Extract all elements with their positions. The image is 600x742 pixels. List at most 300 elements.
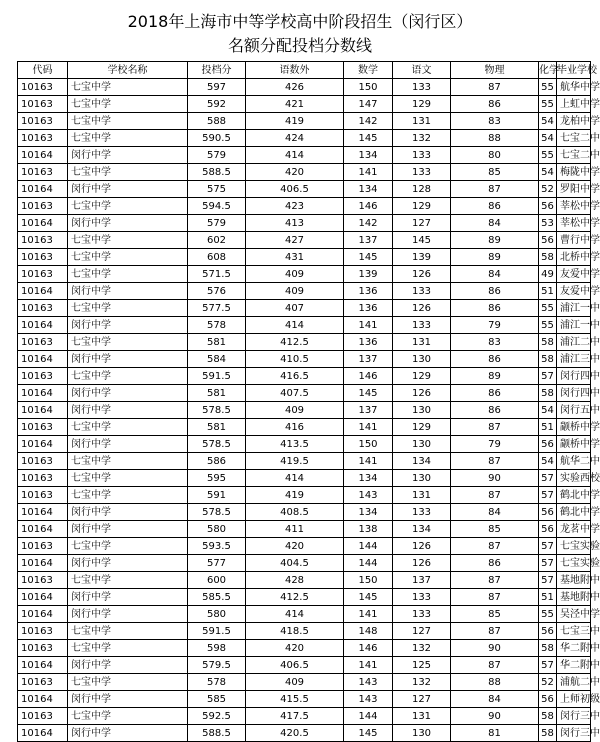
cell-graduating-school: 浦航二中 bbox=[557, 674, 591, 691]
cell-school-name: 闵行中学 bbox=[68, 606, 188, 623]
cell-graduating-school: 实验西校 bbox=[557, 470, 591, 487]
cell-chemistry: 49 bbox=[539, 266, 557, 283]
cell-chinese: 131 bbox=[393, 334, 451, 351]
cell-code: 10163 bbox=[18, 470, 68, 487]
cell-math: 139 bbox=[344, 266, 393, 283]
cell-cutoff-score: 588.5 bbox=[188, 164, 246, 181]
cell-graduating-school: 曹行中学 bbox=[557, 232, 591, 249]
cell-chinese: 130 bbox=[393, 725, 451, 742]
cell-chinese: 134 bbox=[393, 521, 451, 538]
cell-code: 10164 bbox=[18, 606, 68, 623]
cell-math: 134 bbox=[344, 470, 393, 487]
cell-physics: 86 bbox=[451, 351, 539, 368]
cell-physics: 85 bbox=[451, 521, 539, 538]
cell-physics: 84 bbox=[451, 266, 539, 283]
cell-chemistry: 57 bbox=[539, 657, 557, 674]
cell-physics: 86 bbox=[451, 385, 539, 402]
cell-chemistry: 55 bbox=[539, 317, 557, 334]
table-row bbox=[18, 181, 591, 198]
cell-code: 10164 bbox=[18, 521, 68, 538]
cell-school-name: 七宝中学 bbox=[68, 249, 188, 266]
table-row bbox=[18, 164, 591, 181]
table-row bbox=[18, 283, 591, 300]
cell-graduating-school: 莘松中学 bbox=[557, 198, 591, 215]
cell-school-name: 七宝中学 bbox=[68, 708, 188, 725]
cell-physics: 90 bbox=[451, 708, 539, 725]
cell-school-name: 闵行中学 bbox=[68, 436, 188, 453]
cell-chn-math-eng: 417.5 bbox=[246, 708, 344, 725]
cell-code: 10164 bbox=[18, 436, 68, 453]
cell-graduating-school: 莘松中学 bbox=[557, 215, 591, 232]
cell-chemistry: 55 bbox=[539, 300, 557, 317]
cell-physics: 86 bbox=[451, 198, 539, 215]
table-row bbox=[18, 487, 591, 504]
cell-cutoff-score: 597 bbox=[188, 79, 246, 96]
cell-school-name: 七宝中学 bbox=[68, 198, 188, 215]
table-row bbox=[18, 113, 591, 130]
cell-cutoff-score: 575 bbox=[188, 181, 246, 198]
cell-cutoff-score: 588 bbox=[188, 113, 246, 130]
cell-school-name: 闵行中学 bbox=[68, 351, 188, 368]
cell-chemistry: 52 bbox=[539, 674, 557, 691]
cell-cutoff-score: 579.5 bbox=[188, 657, 246, 674]
cell-school-name: 七宝中学 bbox=[68, 470, 188, 487]
cell-math: 148 bbox=[344, 623, 393, 640]
cell-chemistry: 56 bbox=[539, 521, 557, 538]
cell-chemistry: 57 bbox=[539, 368, 557, 385]
header-code: 代码 bbox=[18, 62, 68, 79]
cell-chinese: 130 bbox=[393, 402, 451, 419]
cell-physics: 87 bbox=[451, 79, 539, 96]
cell-school-name: 闵行中学 bbox=[68, 504, 188, 521]
cell-cutoff-score: 581 bbox=[188, 334, 246, 351]
cell-graduating-school: 鹤北中学 bbox=[557, 504, 591, 521]
cell-chinese: 130 bbox=[393, 436, 451, 453]
cell-school-name: 七宝中学 bbox=[68, 266, 188, 283]
cell-chn-math-eng: 420 bbox=[246, 538, 344, 555]
cell-math: 146 bbox=[344, 368, 393, 385]
table-row bbox=[18, 368, 591, 385]
cell-chinese: 126 bbox=[393, 538, 451, 555]
cell-code: 10163 bbox=[18, 266, 68, 283]
cell-physics: 87 bbox=[451, 419, 539, 436]
cell-physics: 88 bbox=[451, 130, 539, 147]
table-row bbox=[18, 266, 591, 283]
cell-chn-math-eng: 409 bbox=[246, 283, 344, 300]
cell-math: 146 bbox=[344, 640, 393, 657]
cell-school-name: 闵行中学 bbox=[68, 385, 188, 402]
cell-chn-math-eng: 426 bbox=[246, 79, 344, 96]
cell-chinese: 133 bbox=[393, 283, 451, 300]
cell-chinese: 129 bbox=[393, 368, 451, 385]
cell-chn-math-eng: 407 bbox=[246, 300, 344, 317]
cell-school-name: 闵行中学 bbox=[68, 589, 188, 606]
table-row bbox=[18, 419, 591, 436]
cell-code: 10163 bbox=[18, 419, 68, 436]
cell-math: 137 bbox=[344, 351, 393, 368]
cell-graduating-school: 上师初级 bbox=[557, 691, 591, 708]
cell-chn-math-eng: 420 bbox=[246, 640, 344, 657]
cell-chinese: 131 bbox=[393, 487, 451, 504]
cell-graduating-school: 七宝三中 bbox=[557, 623, 591, 640]
cell-code: 10164 bbox=[18, 402, 68, 419]
cell-school-name: 七宝中学 bbox=[68, 300, 188, 317]
cell-physics: 87 bbox=[451, 589, 539, 606]
cell-graduating-school: 七宝二中 bbox=[557, 147, 591, 164]
table-row bbox=[18, 300, 591, 317]
cell-physics: 84 bbox=[451, 691, 539, 708]
cell-chemistry: 58 bbox=[539, 249, 557, 266]
table-row bbox=[18, 470, 591, 487]
cell-cutoff-score: 588.5 bbox=[188, 725, 246, 742]
table-row bbox=[18, 334, 591, 351]
cell-math: 147 bbox=[344, 96, 393, 113]
cell-school-name: 闵行中学 bbox=[68, 521, 188, 538]
cell-graduating-school: 颛桥中学 bbox=[557, 419, 591, 436]
cell-math: 145 bbox=[344, 249, 393, 266]
cell-math: 141 bbox=[344, 317, 393, 334]
header-chemistry: 化学 bbox=[539, 62, 557, 79]
cell-code: 10164 bbox=[18, 147, 68, 164]
cell-school-name: 闵行中学 bbox=[68, 283, 188, 300]
cell-code: 10163 bbox=[18, 487, 68, 504]
cell-cutoff-score: 580 bbox=[188, 521, 246, 538]
cell-school-name: 七宝中学 bbox=[68, 130, 188, 147]
cell-chinese: 130 bbox=[393, 470, 451, 487]
cell-chinese: 126 bbox=[393, 385, 451, 402]
table-row bbox=[18, 538, 591, 555]
cell-code: 10163 bbox=[18, 96, 68, 113]
cell-math: 136 bbox=[344, 283, 393, 300]
table-row bbox=[18, 249, 591, 266]
table-row bbox=[18, 385, 591, 402]
header-school-name: 学校名称 bbox=[68, 62, 188, 79]
cell-chn-math-eng: 419 bbox=[246, 113, 344, 130]
cell-cutoff-score: 593.5 bbox=[188, 538, 246, 555]
cell-chn-math-eng: 406.5 bbox=[246, 181, 344, 198]
cell-graduating-school: 闵行三中 bbox=[557, 708, 591, 725]
cell-cutoff-score: 591 bbox=[188, 487, 246, 504]
cell-graduating-school: 华二附中 bbox=[557, 640, 591, 657]
cell-school-name: 闵行中学 bbox=[68, 691, 188, 708]
cell-chemistry: 56 bbox=[539, 198, 557, 215]
cell-math: 141 bbox=[344, 606, 393, 623]
cell-chn-math-eng: 411 bbox=[246, 521, 344, 538]
cell-cutoff-score: 579 bbox=[188, 215, 246, 232]
cell-school-name: 闵行中学 bbox=[68, 725, 188, 742]
cell-physics: 87 bbox=[451, 572, 539, 589]
cell-chemistry: 56 bbox=[539, 691, 557, 708]
cell-chinese: 129 bbox=[393, 419, 451, 436]
cell-code: 10164 bbox=[18, 589, 68, 606]
cell-school-name: 七宝中学 bbox=[68, 164, 188, 181]
cell-math: 150 bbox=[344, 572, 393, 589]
header-physics: 物理 bbox=[451, 62, 539, 79]
cell-cutoff-score: 591.5 bbox=[188, 368, 246, 385]
table-row bbox=[18, 589, 591, 606]
cell-physics: 81 bbox=[451, 725, 539, 742]
cell-chn-math-eng: 421 bbox=[246, 96, 344, 113]
cell-chinese: 128 bbox=[393, 181, 451, 198]
cell-math: 138 bbox=[344, 521, 393, 538]
cell-math: 145 bbox=[344, 385, 393, 402]
cell-school-name: 七宝中学 bbox=[68, 419, 188, 436]
cell-code: 10163 bbox=[18, 79, 68, 96]
table-row bbox=[18, 606, 591, 623]
cell-graduating-school: 华二附中 bbox=[557, 657, 591, 674]
cell-cutoff-score: 608 bbox=[188, 249, 246, 266]
cell-physics: 80 bbox=[451, 147, 539, 164]
cell-graduating-school: 浦江三中 bbox=[557, 351, 591, 368]
table-row bbox=[18, 674, 591, 691]
cell-chn-math-eng: 414 bbox=[246, 470, 344, 487]
cell-graduating-school: 罗阳中学 bbox=[557, 181, 591, 198]
cell-math: 134 bbox=[344, 147, 393, 164]
cell-cutoff-score: 578.5 bbox=[188, 402, 246, 419]
cell-chemistry: 55 bbox=[539, 147, 557, 164]
cell-math: 141 bbox=[344, 419, 393, 436]
cell-graduating-school: 吴泾中学 bbox=[557, 606, 591, 623]
cell-math: 141 bbox=[344, 453, 393, 470]
cell-chn-math-eng: 419.5 bbox=[246, 453, 344, 470]
cell-physics: 90 bbox=[451, 470, 539, 487]
cell-chn-math-eng: 414 bbox=[246, 317, 344, 334]
table-header-row bbox=[18, 62, 591, 79]
cell-graduating-school: 闵行四中 bbox=[557, 368, 591, 385]
cell-school-name: 闵行中学 bbox=[68, 657, 188, 674]
cell-physics: 85 bbox=[451, 164, 539, 181]
cell-cutoff-score: 581 bbox=[188, 385, 246, 402]
cell-school-name: 七宝中学 bbox=[68, 232, 188, 249]
cell-chn-math-eng: 423 bbox=[246, 198, 344, 215]
cell-chinese: 126 bbox=[393, 266, 451, 283]
cell-chn-math-eng: 428 bbox=[246, 572, 344, 589]
table-row bbox=[18, 96, 591, 113]
table-body bbox=[18, 79, 600, 742]
cell-graduating-school: 龙柏中学 bbox=[557, 113, 591, 130]
cell-math: 137 bbox=[344, 232, 393, 249]
cell-chn-math-eng: 407.5 bbox=[246, 385, 344, 402]
cell-school-name: 七宝中学 bbox=[68, 96, 188, 113]
cell-school-name: 七宝中学 bbox=[68, 538, 188, 555]
cell-chemistry: 57 bbox=[539, 555, 557, 572]
table-row bbox=[18, 215, 591, 232]
cell-graduating-school: 闵行三中 bbox=[557, 725, 591, 742]
cell-code: 10163 bbox=[18, 198, 68, 215]
cell-graduating-school: 上虹中学 bbox=[557, 96, 591, 113]
cell-chn-math-eng: 414 bbox=[246, 606, 344, 623]
cell-physics: 86 bbox=[451, 300, 539, 317]
cell-chinese: 132 bbox=[393, 130, 451, 147]
cell-math: 143 bbox=[344, 487, 393, 504]
document-title: 2018年上海市中等学校高中阶段招生（闵行区） bbox=[127, 12, 473, 31]
cell-code: 10164 bbox=[18, 725, 68, 742]
cell-graduating-school: 友爱中学 bbox=[557, 283, 591, 300]
cell-chinese: 132 bbox=[393, 640, 451, 657]
cell-chemistry: 54 bbox=[539, 164, 557, 181]
cell-chn-math-eng: 420.5 bbox=[246, 725, 344, 742]
cell-math: 143 bbox=[344, 674, 393, 691]
cell-cutoff-score: 598 bbox=[188, 640, 246, 657]
cell-chn-math-eng: 431 bbox=[246, 249, 344, 266]
cell-graduating-school: 浦江一中 bbox=[557, 300, 591, 317]
cell-chinese: 133 bbox=[393, 589, 451, 606]
cell-code: 10163 bbox=[18, 708, 68, 725]
cell-chemistry: 54 bbox=[539, 113, 557, 130]
cell-cutoff-score: 579 bbox=[188, 147, 246, 164]
cell-chinese: 127 bbox=[393, 623, 451, 640]
score-table bbox=[17, 61, 600, 742]
cell-chn-math-eng: 413.5 bbox=[246, 436, 344, 453]
cell-physics: 83 bbox=[451, 113, 539, 130]
cell-chn-math-eng: 416.5 bbox=[246, 368, 344, 385]
cell-chn-math-eng: 414 bbox=[246, 147, 344, 164]
cell-physics: 87 bbox=[451, 453, 539, 470]
table-row bbox=[18, 198, 591, 215]
cell-graduating-school: 鹤北中学 bbox=[557, 487, 591, 504]
cell-school-name: 闵行中学 bbox=[68, 215, 188, 232]
table-row bbox=[18, 436, 591, 453]
cell-math: 136 bbox=[344, 334, 393, 351]
cell-chn-math-eng: 415.5 bbox=[246, 691, 344, 708]
cell-cutoff-score: 602 bbox=[188, 232, 246, 249]
table-row bbox=[18, 691, 591, 708]
cell-physics: 86 bbox=[451, 402, 539, 419]
cell-code: 10163 bbox=[18, 538, 68, 555]
cell-chn-math-eng: 409 bbox=[246, 402, 344, 419]
cell-physics: 87 bbox=[451, 487, 539, 504]
cell-chn-math-eng: 419 bbox=[246, 487, 344, 504]
cell-math: 143 bbox=[344, 691, 393, 708]
cell-cutoff-score: 576 bbox=[188, 283, 246, 300]
cell-physics: 86 bbox=[451, 96, 539, 113]
table-row bbox=[18, 623, 591, 640]
cell-graduating-school: 龙茗中学 bbox=[557, 521, 591, 538]
table-row bbox=[18, 640, 591, 657]
cell-math: 137 bbox=[344, 402, 393, 419]
cell-code: 10163 bbox=[18, 623, 68, 640]
cell-math: 141 bbox=[344, 657, 393, 674]
cell-math: 142 bbox=[344, 113, 393, 130]
cell-physics: 79 bbox=[451, 317, 539, 334]
cell-code: 10163 bbox=[18, 453, 68, 470]
cell-school-name: 七宝中学 bbox=[68, 368, 188, 385]
header-graduating-school: 毕业学校 bbox=[557, 62, 591, 79]
cell-chinese: 133 bbox=[393, 317, 451, 334]
cell-cutoff-score: 594.5 bbox=[188, 198, 246, 215]
cell-cutoff-score: 600 bbox=[188, 572, 246, 589]
cell-graduating-school: 友爱中学 bbox=[557, 266, 591, 283]
table-row bbox=[18, 572, 591, 589]
cell-school-name: 七宝中学 bbox=[68, 113, 188, 130]
cell-chemistry: 55 bbox=[539, 79, 557, 96]
header-chn-math-eng: 语数外 bbox=[246, 62, 344, 79]
cell-graduating-school: 浦江一中 bbox=[557, 317, 591, 334]
cell-graduating-school: 基地附中 bbox=[557, 572, 591, 589]
cell-math: 136 bbox=[344, 300, 393, 317]
cell-code: 10164 bbox=[18, 555, 68, 572]
cell-math: 144 bbox=[344, 538, 393, 555]
cell-code: 10164 bbox=[18, 691, 68, 708]
cell-school-name: 七宝中学 bbox=[68, 334, 188, 351]
cell-code: 10164 bbox=[18, 181, 68, 198]
cell-cutoff-score: 577 bbox=[188, 555, 246, 572]
table-row bbox=[18, 351, 591, 368]
cell-physics: 87 bbox=[451, 623, 539, 640]
cell-chn-math-eng: 418.5 bbox=[246, 623, 344, 640]
cell-chinese: 126 bbox=[393, 300, 451, 317]
header-math: 数学 bbox=[344, 62, 393, 79]
cell-chemistry: 56 bbox=[539, 436, 557, 453]
cell-chemistry: 57 bbox=[539, 487, 557, 504]
cell-chemistry: 57 bbox=[539, 538, 557, 555]
cell-chn-math-eng: 427 bbox=[246, 232, 344, 249]
cell-chemistry: 51 bbox=[539, 419, 557, 436]
cell-chinese: 137 bbox=[393, 572, 451, 589]
cell-math: 146 bbox=[344, 198, 393, 215]
cell-math: 150 bbox=[344, 79, 393, 96]
cell-cutoff-score: 585.5 bbox=[188, 589, 246, 606]
header-cutoff-score: 投档分 bbox=[188, 62, 246, 79]
cell-school-name: 闵行中学 bbox=[68, 317, 188, 334]
cell-graduating-school: 闵行四中 bbox=[557, 385, 591, 402]
cell-code: 10163 bbox=[18, 368, 68, 385]
header-chinese: 语文 bbox=[393, 62, 451, 79]
cell-chemistry: 58 bbox=[539, 708, 557, 725]
cell-chinese: 145 bbox=[393, 232, 451, 249]
cell-chemistry: 54 bbox=[539, 130, 557, 147]
cell-chemistry: 57 bbox=[539, 470, 557, 487]
cell-code: 10164 bbox=[18, 283, 68, 300]
cell-code: 10163 bbox=[18, 640, 68, 657]
table-row bbox=[18, 453, 591, 470]
table-row bbox=[18, 402, 591, 419]
cell-math: 144 bbox=[344, 555, 393, 572]
cell-chemistry: 51 bbox=[539, 283, 557, 300]
cell-school-name: 七宝中学 bbox=[68, 79, 188, 96]
table-row bbox=[18, 147, 591, 164]
cell-physics: 90 bbox=[451, 640, 539, 657]
cell-chemistry: 58 bbox=[539, 385, 557, 402]
cell-chn-math-eng: 410.5 bbox=[246, 351, 344, 368]
cell-school-name: 闵行中学 bbox=[68, 555, 188, 572]
cell-code: 10164 bbox=[18, 351, 68, 368]
cell-math: 142 bbox=[344, 215, 393, 232]
cell-chn-math-eng: 404.5 bbox=[246, 555, 344, 572]
cell-cutoff-score: 580 bbox=[188, 606, 246, 623]
cell-chemistry: 54 bbox=[539, 402, 557, 419]
cell-cutoff-score: 591.5 bbox=[188, 623, 246, 640]
cell-graduating-school: 航华二中 bbox=[557, 453, 591, 470]
cell-chemistry: 56 bbox=[539, 504, 557, 521]
cell-chn-math-eng: 420 bbox=[246, 164, 344, 181]
cell-chinese: 133 bbox=[393, 164, 451, 181]
cell-school-name: 闵行中学 bbox=[68, 147, 188, 164]
cell-chinese: 131 bbox=[393, 708, 451, 725]
cell-chinese: 132 bbox=[393, 674, 451, 691]
cell-physics: 89 bbox=[451, 249, 539, 266]
cell-code: 10163 bbox=[18, 130, 68, 147]
table-row bbox=[18, 130, 591, 147]
cell-math: 134 bbox=[344, 504, 393, 521]
cell-physics: 86 bbox=[451, 555, 539, 572]
cell-cutoff-score: 578 bbox=[188, 674, 246, 691]
cell-graduating-school: 七宝实验 bbox=[557, 555, 591, 572]
cell-graduating-school: 浦江二中 bbox=[557, 334, 591, 351]
cell-math: 134 bbox=[344, 181, 393, 198]
cell-math: 150 bbox=[344, 436, 393, 453]
cell-chinese: 127 bbox=[393, 215, 451, 232]
